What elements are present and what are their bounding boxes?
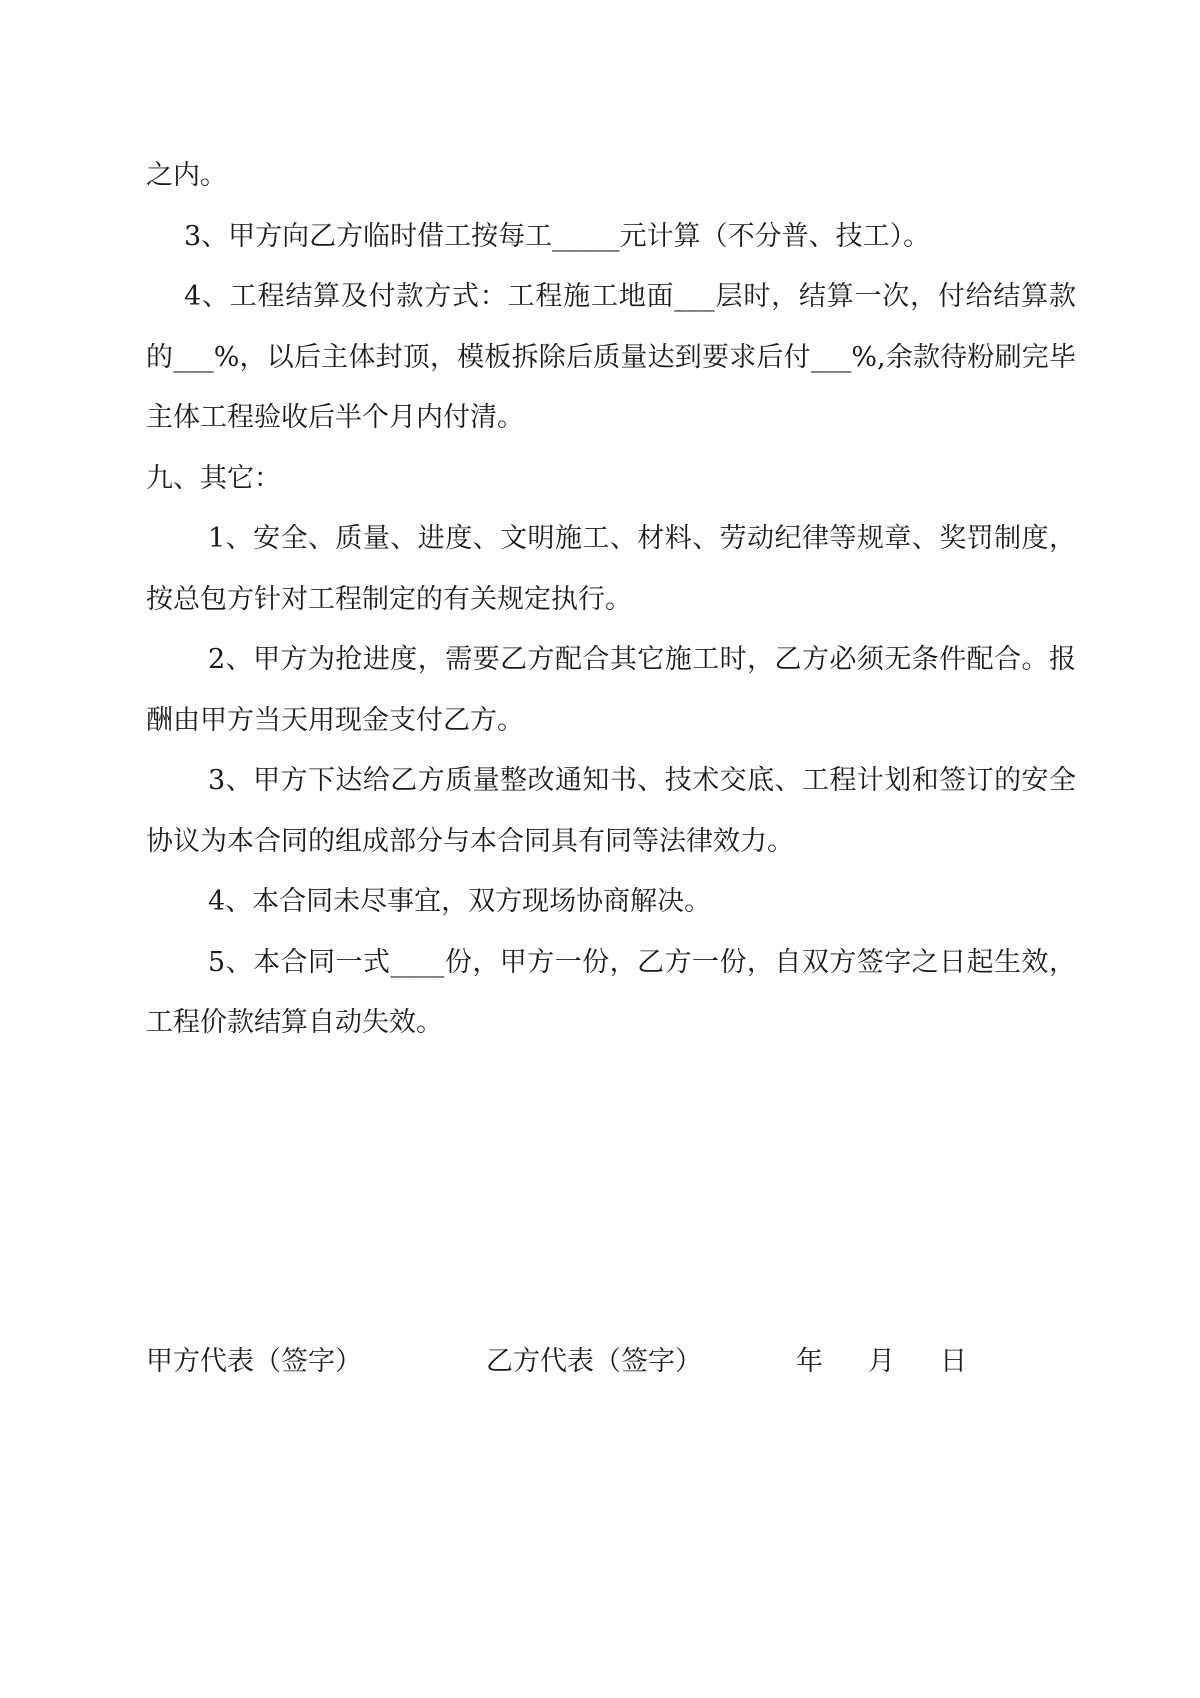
party-b-signature-label: 乙方代表（签字） — [486, 1346, 702, 1377]
paragraph-clause-9-1: 1、安全、质量、进度、文明施工、材料、劳动纪律等规章、奖罚制度，按总包方针对工程制定的有关规定执行。 — [146, 523, 1076, 615]
document-body — [146, 146, 1076, 1054]
section-heading-9: 九、其它： — [146, 462, 281, 494]
paragraph-clause-9-2: 2、甲方为抢进度，需要乙方配合其它施工时，乙方必须无条件配合。报酬由甲方当天用现金支付乙方。 — [146, 644, 1076, 736]
paragraph-clause-9-4: 4、本合同未尽事宜，双方现场协商解决。 — [208, 886, 712, 917]
signature-block — [146, 1338, 1076, 1386]
paragraph-clause-9-3: 3、甲方下达给乙方质量整改通知书、技术交底、工程计划和签订的安全协议为本合同的组成部分与本合同具有同等法律效力。 — [146, 765, 1076, 857]
paragraph-clause-8-3: 3、甲方向乙方临时借工按每工_____元计算（不分普、技工）。 — [184, 220, 931, 252]
date-day-label: 日 — [940, 1346, 967, 1377]
paragraph-continuation: 之内。 — [146, 160, 227, 191]
paragraph-clause-9-5: 5、本合同一式____份，甲方一份，乙方一份，自双方签字之日起生效，工程价款结算自动失效。 — [146, 946, 1076, 1038]
paragraph-clause-8-4: 4、工程结算及付款方式：工程施工地面___层时，结算一次，付给结算款的___%，以后主体封顶，模板拆除后质量达到要求后付___%,余款待粉刷完毕主体工程验收后半个月内付清。 — [146, 281, 1076, 433]
date-month-label: 月 — [868, 1346, 895, 1377]
date-year-label: 年 — [796, 1346, 823, 1377]
party-a-signature-label: 甲方代表（签字） — [146, 1346, 362, 1377]
